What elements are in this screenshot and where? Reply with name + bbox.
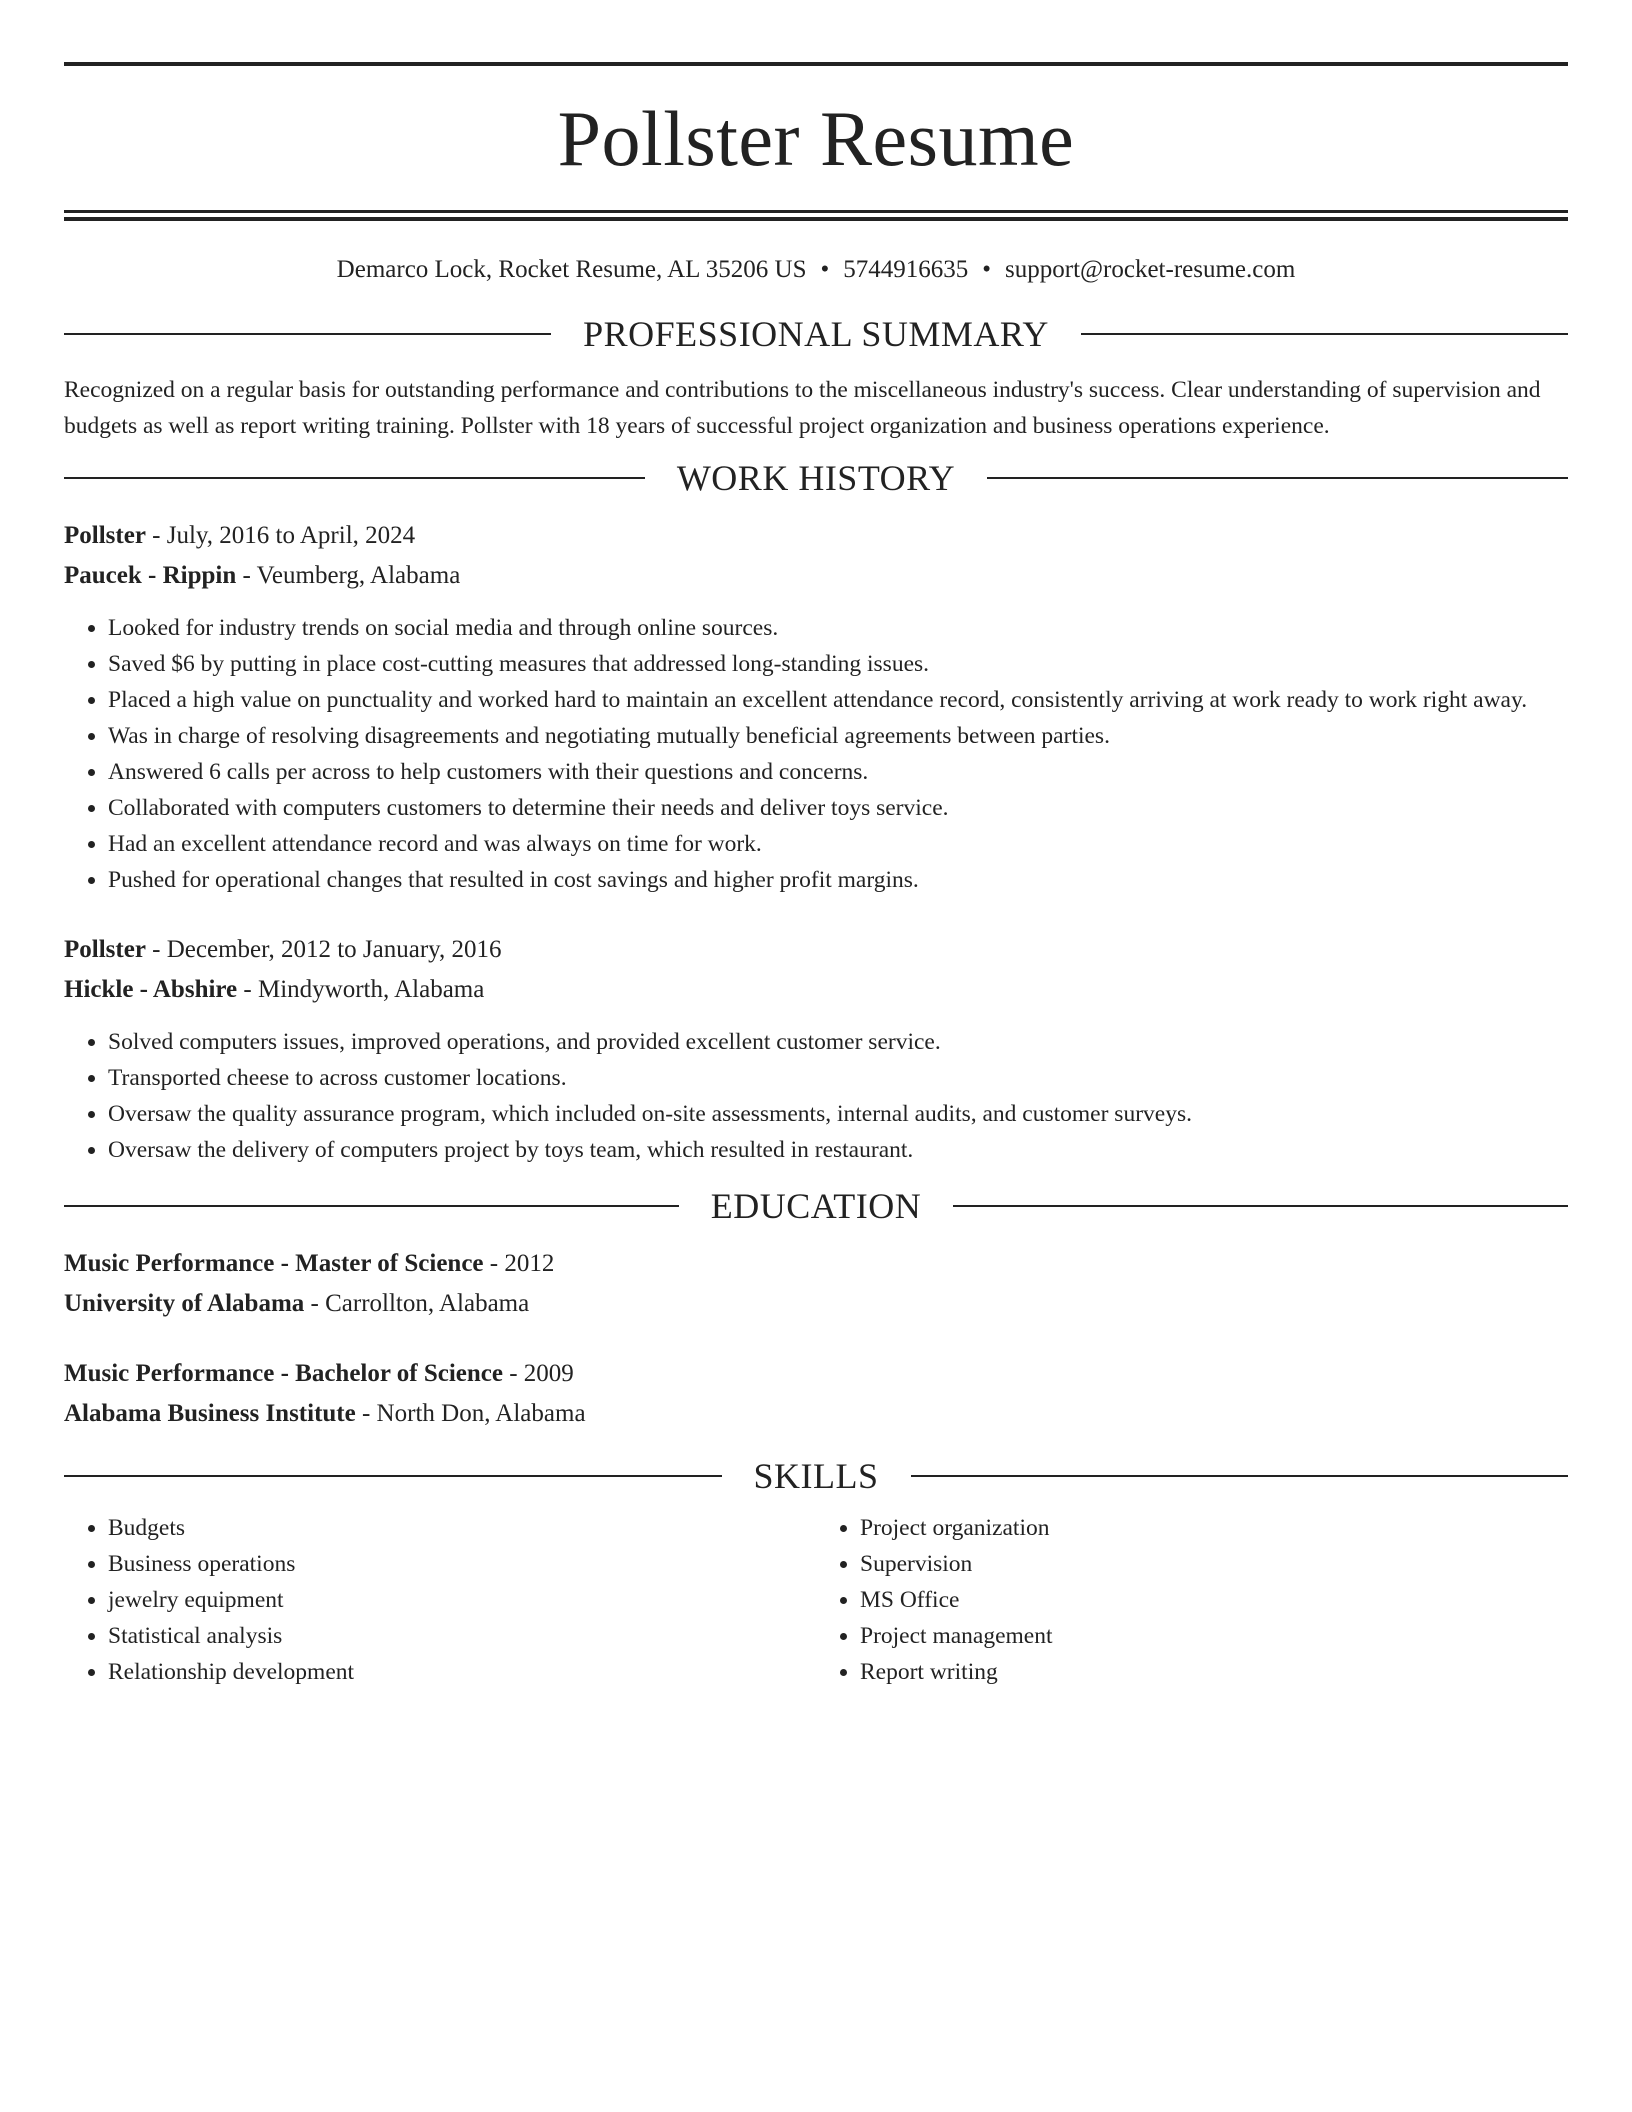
contact-line [64, 257, 1568, 282]
list-item: • Placed a high value on punctuality and worked hard to maintain an excellent attendance record, consistently arriving at work ready to work right away. [108, 682, 1568, 718]
education-entry-1 [64, 1244, 1568, 1324]
education-entry-2 [64, 1354, 1568, 1434]
job-company: Paucek - Rippin [64, 562, 237, 589]
job-bullets [64, 610, 1568, 898]
list-item: • Collaborated with computers customers to determine their needs and deliver toys service. [108, 790, 1568, 826]
list-item: • Pushed for operational changes that resulted in cost savings and higher profit margins. [108, 862, 1568, 898]
job-company-line [64, 556, 1568, 596]
education-school-line [64, 1394, 1568, 1434]
heading-rule-left [64, 1205, 679, 1207]
skill-item: • jewelry equipment [108, 1582, 816, 1618]
heading-rule-right [911, 1475, 1569, 1477]
skill-item: • Report writing [860, 1654, 1568, 1690]
job-title-line [64, 516, 1568, 556]
job-location: - Veumberg, Alabama [236, 562, 461, 589]
job-company: Hickle - Abshire [64, 976, 238, 1003]
heading-rule-left [64, 1475, 722, 1477]
contact-separator: • [982, 256, 992, 283]
job-title: Pollster [64, 522, 146, 549]
skill-item: • Supervision [860, 1546, 1568, 1582]
education-school-line [64, 1284, 1568, 1324]
skill-item: • Statistical analysis [108, 1618, 816, 1654]
heading-rule-left [64, 477, 645, 479]
job-title-line [64, 930, 1568, 970]
summary-heading [64, 316, 1568, 352]
header-double-rule [64, 210, 1568, 221]
heading-rule-left [64, 333, 551, 335]
contact-phone: 5744916635 [843, 256, 969, 283]
job-company-line [64, 970, 1568, 1010]
work-history-heading-title: WORK HISTORY [676, 458, 956, 498]
job-title: Pollster [64, 936, 146, 963]
education-location: - North Don, Alabama [355, 1400, 586, 1427]
education-year: - 2009 [502, 1360, 574, 1387]
skill-item: • Project management [860, 1618, 1568, 1654]
contact-email: support@rocket-resume.com [1005, 256, 1296, 283]
list-item: • Answered 6 calls per across to help customers with their questions and concerns. [108, 754, 1568, 790]
list-item: • Oversaw the quality assurance program, which included on-site assessments, internal audits, and customer surveys. [108, 1096, 1568, 1132]
skills-heading [64, 1458, 1568, 1494]
heading-rule-right [953, 1205, 1568, 1207]
education-degree: Music Performance - Bachelor of Science [64, 1360, 503, 1387]
skills-list [64, 1510, 1568, 1690]
list-item: • Transported cheese to across customer locations. [108, 1060, 1568, 1096]
skill-item: • Budgets [108, 1510, 816, 1546]
contact-separator: • [820, 256, 830, 283]
skill-item: • Relationship development [108, 1654, 816, 1690]
education-school: University of Alabama [64, 1290, 305, 1317]
heading-rule-right [987, 477, 1568, 479]
skills-heading-title: SKILLS [753, 1456, 879, 1496]
skill-item: • Project organization [860, 1510, 1568, 1546]
work-history-heading [64, 460, 1568, 496]
education-heading [64, 1188, 1568, 1224]
job-bullets [64, 1024, 1568, 1168]
heading-rule-right [1081, 333, 1568, 335]
skill-item: • MS Office [860, 1582, 1568, 1618]
list-item: • Solved computers issues, improved operations, and provided excellent customer service. [108, 1024, 1568, 1060]
list-item: • Oversaw the delivery of computers project by toys team, which resulted in restaurant. [108, 1132, 1568, 1168]
list-item: • Was in charge of resolving disagreements and negotiating mutually beneficial agreements between parties. [108, 718, 1568, 754]
summary-heading-title: PROFESSIONAL SUMMARY [583, 314, 1049, 354]
page-title: Pollster Resume [557, 95, 1075, 182]
education-degree-line [64, 1244, 1568, 1284]
job-dates: - July, 2016 to April, 2024 [145, 522, 416, 549]
summary-text: Recognized on a regular basis for outstanding performance and contributions to the miscellaneous industry's success. Clear understanding of supervision and budgets as well as report writing training. Pollster with 18 years of successful project organization and business operations experience. [64, 377, 1541, 439]
job-dates: - December, 2012 to January, 2016 [145, 936, 502, 963]
list-item: • Looked for industry trends on social media and through online sources. [108, 610, 1568, 646]
education-school: Alabama Business Institute [64, 1400, 356, 1427]
skills-column-right [816, 1510, 1568, 1690]
education-year: - 2012 [483, 1250, 555, 1277]
education-degree: Music Performance - Master of Science [64, 1250, 484, 1277]
job-entry-1 [64, 516, 1568, 898]
list-item: • Had an excellent attendance record and was always on time for work. [108, 826, 1568, 862]
contact-address: Demarco Lock, Rocket Resume, AL 35206 US [336, 256, 807, 283]
education-heading-title: EDUCATION [710, 1186, 922, 1226]
job-entry-2 [64, 930, 1568, 1168]
skill-item: • Business operations [108, 1546, 816, 1582]
list-item: • Saved $6 by putting in place cost-cutting measures that addressed long-standing issues. [108, 646, 1568, 682]
job-location: - Mindyworth, Alabama [237, 976, 485, 1003]
header-top-rule [64, 62, 1568, 66]
education-degree-line [64, 1354, 1568, 1394]
education-location: - Carrollton, Alabama [304, 1290, 530, 1317]
skills-column-left [64, 1510, 816, 1690]
